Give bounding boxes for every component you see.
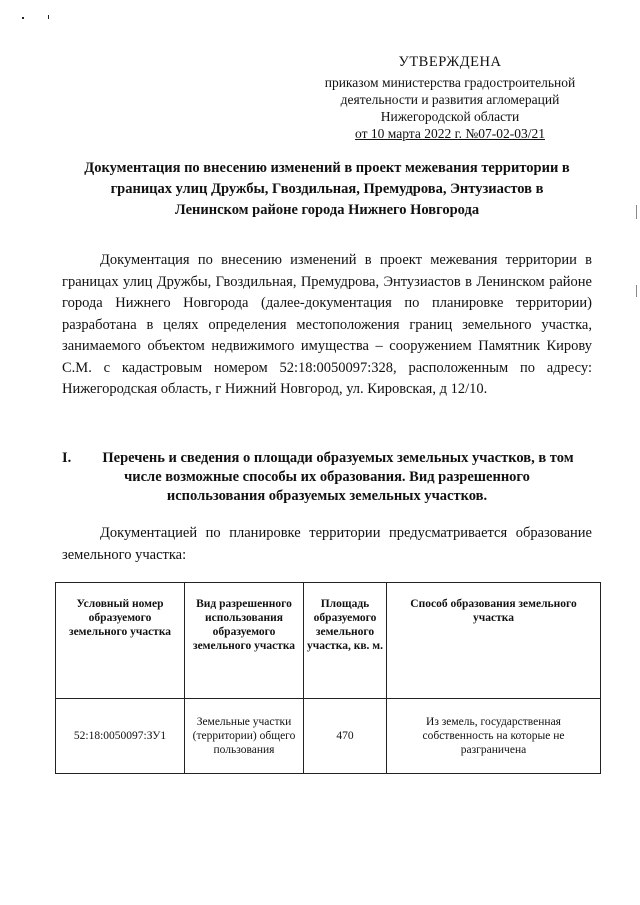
approval-date: от 10 марта 2022 г. №07-02-03/21	[355, 126, 545, 141]
section-number: I.	[62, 450, 72, 466]
table-cell: 52:18:0050097:ЗУ1	[56, 699, 185, 774]
lead-paragraph: Документацией по планировке территории предусматривается образование земельного участка:	[62, 525, 592, 563]
table-cell: 470	[304, 699, 387, 774]
scan-mark	[636, 285, 637, 297]
intro-paragraph: Документация по внесению изменений в проект межевания территории в границах улиц Дружбы, Гвоздильная, Премудрова, Энтузиастов в Ленинском районе города Нижнего Новгорода (далее-документация по планировке территории) разработана в целях определения местоположения границ земельного участка, занимаемого объектом недвижимого имущества – сооружением Памятник Кирову С.М. с кадастровым номером 52:18:0050097:328, расположенным по адресу: Нижегородская область, г Нижний Новгород, ул. Кировская, д 12/10.	[62, 252, 592, 397]
scan-mark	[22, 17, 24, 19]
column-header: Способ образования земельного участка	[387, 583, 601, 699]
title-line: границах улиц Дружбы, Гвоздильная, Премудрова, Энтузиастов в	[110, 181, 544, 197]
approval-block	[300, 54, 600, 142]
section-line: числе возможные способы их образования. Вид разрешенного	[124, 469, 530, 485]
title-line: Документация по внесению изменений в проект межевания территории в	[84, 160, 570, 176]
section-heading	[62, 449, 592, 506]
table-cell: Земельные участки (территории) общего пользования	[185, 699, 304, 774]
table-row	[56, 699, 601, 774]
parcels-table	[55, 582, 601, 774]
section-line: использования образуемых земельных участков.	[166, 488, 488, 504]
title-line: Ленинском районе города Нижнего Новгорода	[174, 202, 480, 218]
column-header: Вид разрешенного использования образуемого земельного участка	[185, 583, 304, 699]
document-title	[62, 158, 592, 221]
scan-mark	[636, 205, 637, 219]
section-line: Перечень и сведения о площади образуемых земельных участков, в том	[102, 450, 574, 466]
scan-mark	[48, 15, 49, 19]
table-header-row	[56, 583, 601, 699]
approval-line: приказом министерства градостроительной	[324, 75, 576, 90]
approval-line: деятельности и развития агломераций	[340, 92, 560, 107]
approval-line: Нижегородской области	[380, 109, 520, 124]
column-header: Условный номер образуемого земельного участка	[56, 583, 185, 699]
column-header: Площадь образуемого земельного участка, кв. м.	[304, 583, 387, 699]
approval-stamp: УТВЕРЖДЕНА	[398, 54, 502, 70]
table-cell: Из земель, государственная собственность на которые не разграничена	[387, 699, 601, 774]
